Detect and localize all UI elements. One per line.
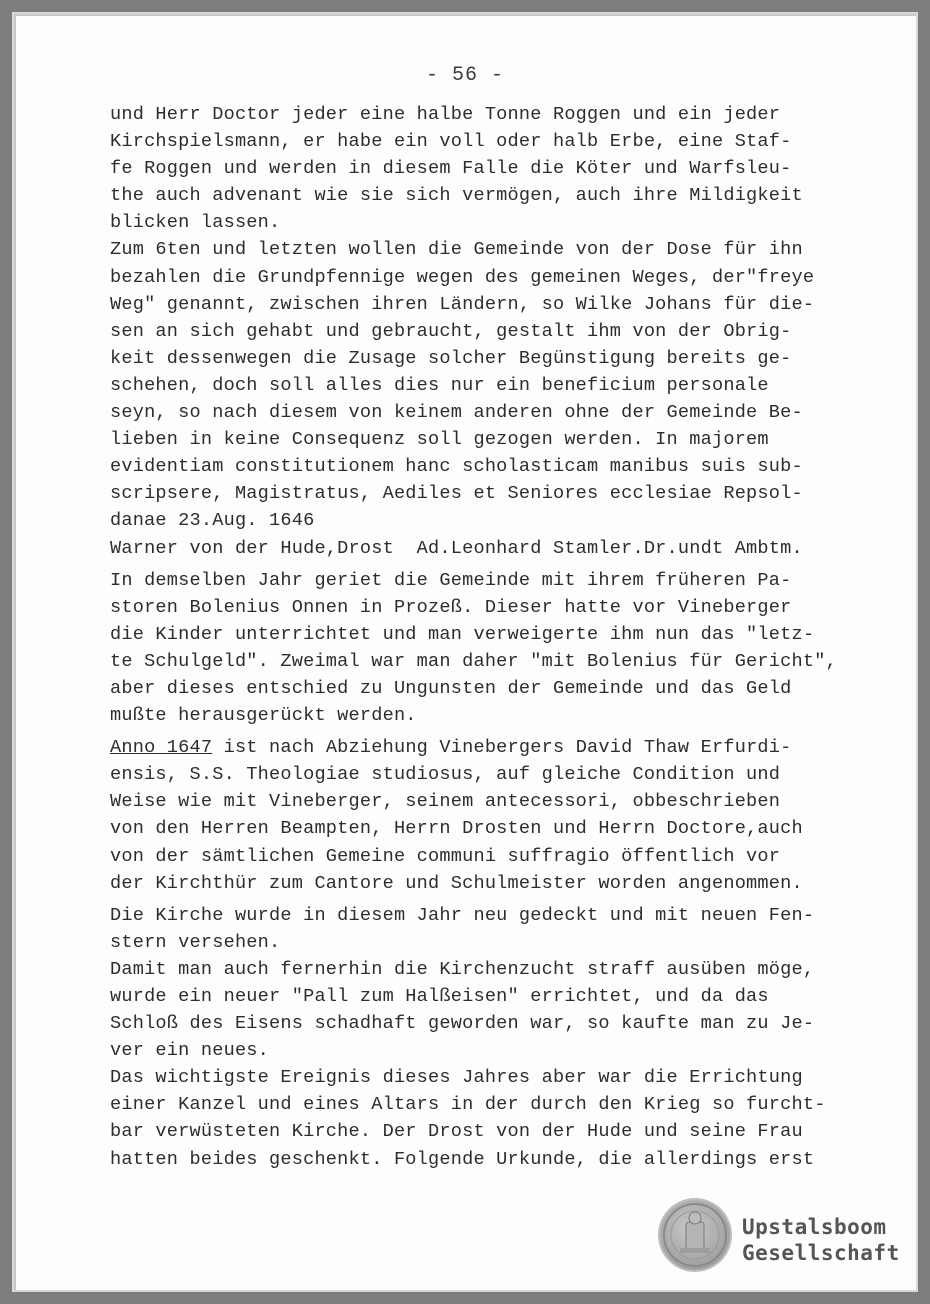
underlined-year: Anno 1647 xyxy=(110,737,213,759)
text-line: von der sämtlichen Gemeine communi suffragio öffentlich vor xyxy=(110,845,781,867)
text-line: Weg" genannt, zwischen ihren Ländern, so Wilke Johans für die- xyxy=(110,293,815,315)
page-number: - 56 - xyxy=(425,64,504,87)
logo-line-1: Upstalsboom xyxy=(742,1215,887,1239)
text-line: ensis, S.S. Theologiae studiosus, auf gleiche Condition und xyxy=(110,764,781,786)
text-line: der Kirchthür zum Cantore und Schulmeister worden angenommen. xyxy=(110,872,803,894)
text-line: te Schulgeld". Zweimal war man daher "mit Bolenius für Gericht", xyxy=(110,650,837,672)
text-line: fe Roggen und werden in diesem Falle die Köter und Warfsleu- xyxy=(110,158,792,180)
text-line: the auch advenant wie sie sich vermögen, auch ihre Mildigkeit xyxy=(110,185,803,207)
text-line: sen an sich gehabt und gebraucht, gestalt ihm von der Obrig- xyxy=(110,320,792,342)
text-line: Zum 6ten und letzten wollen die Gemeinde von der Dose für ihn xyxy=(110,239,803,261)
text-line: hatten beides geschenkt. Folgende Urkunde, die allerdings erst xyxy=(110,1148,815,1170)
text-line: stern versehen. xyxy=(110,931,281,953)
text-line: Die Kirche wurde in diesem Jahr neu gedeckt und mit neuen Fen- xyxy=(110,904,815,926)
text-line: lieben in keine Consequenz soll gezogen werden. In majorem xyxy=(110,429,769,451)
text-line: bezahlen die Grundpfennige wegen des gemeinen Weges, der"freye xyxy=(110,266,815,288)
seal-icon xyxy=(660,1200,730,1270)
text-line: storen Bolenius Onnen in Prozeß. Dieser hatte vor Vineberger xyxy=(110,596,792,618)
text-line: danae 23.Aug. 1646 xyxy=(110,510,315,532)
text-line: von den Herren Beampten, Herrn Drosten und Herrn Doctore,auch xyxy=(110,818,803,840)
text-line: seyn, so nach diesem von keinem anderen ohne der Gemeinde Be- xyxy=(110,402,803,424)
text-line: Kirchspielsmann, er habe ein voll oder halb Erbe, eine Staf- xyxy=(110,131,792,153)
text-fragment: ist nach Abziehung Vinebergers David Thaw Erfurdi- xyxy=(212,737,792,759)
text-line: Damit man auch fernerhin die Kirchenzucht straff ausüben möge, xyxy=(110,958,815,980)
document-page xyxy=(14,14,916,1290)
text-line xyxy=(110,734,840,761)
publisher-logo xyxy=(742,1214,917,1266)
text-line: keit dessenwegen die Zusage solcher Begünstigung bereits ge- xyxy=(110,347,792,369)
text-line: blicken lassen. xyxy=(110,212,281,234)
text-line: wurde ein neuer "Pall zum Halßeisen" errichtet, und da das xyxy=(110,986,769,1007)
text-line: scripsere, Magistratus, Aediles et Seniores ecclesiae Repsol- xyxy=(110,483,803,505)
text-line: Das wichtigste Ereignis dieses Jahres aber war die Errichtung xyxy=(110,1067,803,1089)
text-line: die Kinder unterrichtet und man verweigerte ihm nun das "letz- xyxy=(110,623,815,645)
text-line: und Herr Doctor jeder eine halbe Tonne Roggen und ein jeder xyxy=(110,104,781,125)
text-line: bar verwüsteten Kirche. Der Drost von der Hude und seine Frau xyxy=(110,1121,803,1143)
text-line: In demselben Jahr geriet die Gemeinde mit ihrem früheren Pa- xyxy=(110,569,792,591)
text-line: aber dieses entschied zu Ungunsten der Gemeinde und das Geld xyxy=(110,677,792,699)
text-line: Weise wie mit Vineberger, seinem antecessori, obbeschrieben xyxy=(110,791,781,813)
document-text xyxy=(110,101,840,1173)
text-line: schehen, doch soll alles dies nur ein beneficium personale xyxy=(110,374,769,396)
text-line: mußte herausgerückt werden. xyxy=(110,705,417,727)
text-line: Schloß des Eisens schadhaft geworden war, so kaufte man zu Je- xyxy=(110,1013,815,1035)
text-line: evidentiam constitutionem hanc scholasticam manibus suis sub- xyxy=(110,456,803,478)
text-line: einer Kanzel und eines Altars in der durch den Krieg so furcht- xyxy=(110,1094,826,1116)
signature-line: Warner von der Hude,Drost Ad.Leonhard Stamler.Dr.undt Ambtm. xyxy=(110,537,803,559)
logo-line-2: Gesellschaft xyxy=(742,1241,900,1265)
text-line: ver ein neues. xyxy=(110,1040,270,1062)
